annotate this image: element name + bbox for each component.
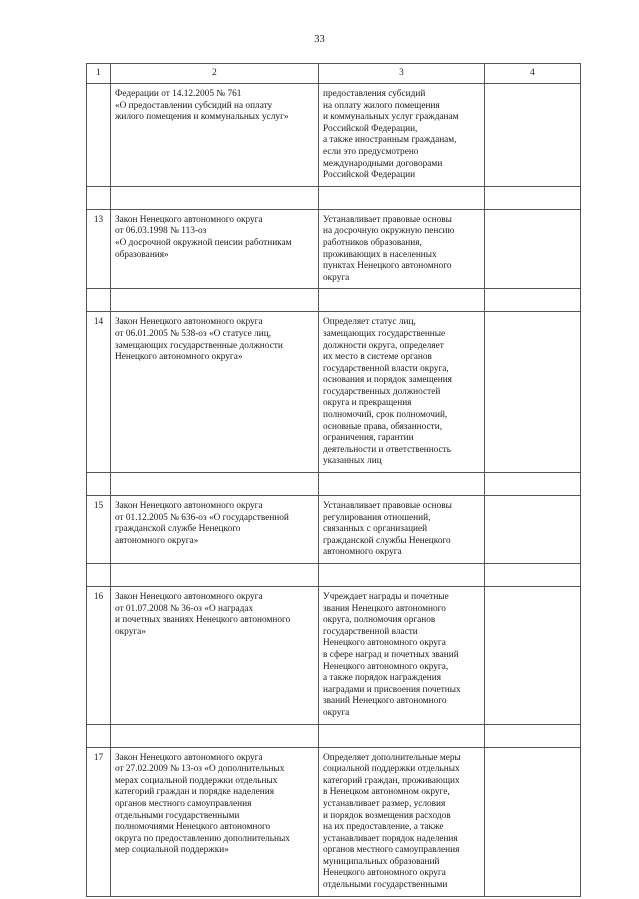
row-number-cell bbox=[87, 496, 111, 564]
description-cell bbox=[319, 84, 485, 187]
table-header-row bbox=[87, 64, 581, 84]
law-cell bbox=[111, 747, 319, 896]
row-number-cell bbox=[87, 312, 111, 473]
note-cell bbox=[485, 587, 581, 725]
law-cell bbox=[111, 209, 319, 289]
row-number-cell bbox=[87, 209, 111, 289]
note-cell bbox=[485, 496, 581, 564]
law-description: Определяет статус лиц, замещающих государственные должности округа, определяет их место в системе органов государственной власти округа, основания и порядок замещения государственных должностей округа и прекращения полномочий, срок полномочий, основные права, обязанности, ограничения, гарантии деятельности и ответственность указанных лиц bbox=[323, 317, 452, 467]
document-table bbox=[86, 63, 581, 897]
table-spacer-row bbox=[87, 186, 581, 209]
law-title: Закон Ненецкого автономного округа от 06.03.1998 № 113-оз «О досрочной окружной пенсии работникам образования» bbox=[115, 214, 292, 260]
table-row bbox=[87, 496, 581, 564]
table-row bbox=[87, 209, 581, 289]
description-cell bbox=[319, 587, 485, 725]
table-spacer-row bbox=[87, 289, 581, 312]
law-cell bbox=[111, 496, 319, 564]
row-number: 16 bbox=[93, 592, 104, 602]
description-cell bbox=[319, 312, 485, 473]
table-row bbox=[87, 587, 581, 725]
column-header-1: 1 bbox=[87, 64, 111, 84]
row-number: 13 bbox=[93, 214, 104, 225]
law-title: Закон Ненецкого автономного округа от 01.12.2005 № 636-оз «О государственной гражданской службе Ненецкого автономного округа» bbox=[115, 501, 289, 546]
table-row bbox=[87, 312, 581, 473]
law-cell bbox=[111, 587, 319, 725]
row-number-cell bbox=[87, 747, 111, 896]
law-description: Определяет дополнительные меры социальной поддержки отдельных категорий граждан, проживающих в Ненецком автономном округе, устанавливает размер, условия и порядок возмещения расходов на их предоставление, а также устанавливает порядок наделения органов местного самоуправления муниципальных образований Ненецкого автономного округа отдельными государственными bbox=[323, 752, 461, 891]
table-spacer-row bbox=[87, 473, 581, 496]
description-cell bbox=[319, 209, 485, 289]
law-description: предоставления субсидий на оплату жилого помещения и коммунальных услуг гражданам Российской Федерации, а также иностранным гражданам, если это предусмотрено международными договорами Российской Федерации bbox=[323, 89, 459, 181]
column-header-2: 2 bbox=[111, 64, 319, 84]
law-description: Устанавливает правовые основы регулирования отношений, связанных с организацией гражданской службы Ненецкого автономного округа bbox=[323, 501, 452, 558]
law-note bbox=[485, 84, 580, 93]
page-number: 33 bbox=[314, 34, 325, 45]
law-note bbox=[485, 748, 580, 757]
law-title: Закон Ненецкого автономного округа от 27.02.2009 № 13-оз «О дополнительных мерах социальной поддержки отдельных категорий граждан и порядке наделения органов местного самоуправления отдельными государственными полномочиями Ненецкого автономного округа по предоставлению дополнительных мер социальной поддержки» bbox=[115, 752, 290, 856]
law-description: Учреждает награды и почетные звания Ненецкого автономного округа, полномочия органов государственной власти Ненецкого автономного округа в сфере наград и почетных званий Ненецкого автономного округа, а также порядок награждения наградами и присвоения почетных званий Ненецкого автономного округа bbox=[323, 592, 461, 718]
note-cell bbox=[485, 84, 581, 187]
law-title: Закон Ненецкого автономного округа от 06.01.2005 № 538-оз «О статусе лиц, замещающих государственные должности Ненецкого автономного округа» bbox=[115, 317, 283, 363]
table-row bbox=[87, 747, 581, 896]
law-note bbox=[485, 496, 580, 505]
row-number bbox=[87, 84, 110, 93]
law-note bbox=[485, 312, 580, 321]
description-cell bbox=[319, 747, 485, 896]
row-number: 15 bbox=[93, 501, 104, 512]
row-number: 17 bbox=[93, 752, 104, 763]
row-number: 14 bbox=[93, 317, 104, 328]
table-spacer-row bbox=[87, 564, 581, 587]
law-cell bbox=[111, 84, 319, 187]
table-row bbox=[87, 84, 581, 187]
row-number-cell bbox=[87, 84, 111, 187]
law-cell bbox=[111, 312, 319, 473]
note-cell bbox=[485, 312, 581, 473]
note-cell bbox=[485, 747, 581, 896]
law-title: Федерации от 14.12.2005 № 761 «О предоставлении субсидий на оплату жилого помещения и коммунальных услуг» bbox=[115, 89, 289, 123]
law-note bbox=[485, 587, 580, 596]
row-number-cell bbox=[87, 587, 111, 725]
description-cell bbox=[319, 496, 485, 564]
column-header-4: 4 bbox=[485, 64, 581, 84]
column-header-3: 3 bbox=[319, 64, 485, 84]
law-title: Закон Ненецкого автономного округа от 01.07.2008 № 36-оз «О наградах и почетных званиях Ненецкого автономного округа» bbox=[115, 592, 291, 637]
table-spacer-row bbox=[87, 724, 581, 747]
note-cell bbox=[485, 209, 581, 289]
law-description: Устанавливает правовые основы на досрочную окружную пенсию работников образования, проживающих в населенных пунктах Ненецкого автономного округа bbox=[323, 214, 455, 283]
law-note bbox=[485, 210, 580, 219]
